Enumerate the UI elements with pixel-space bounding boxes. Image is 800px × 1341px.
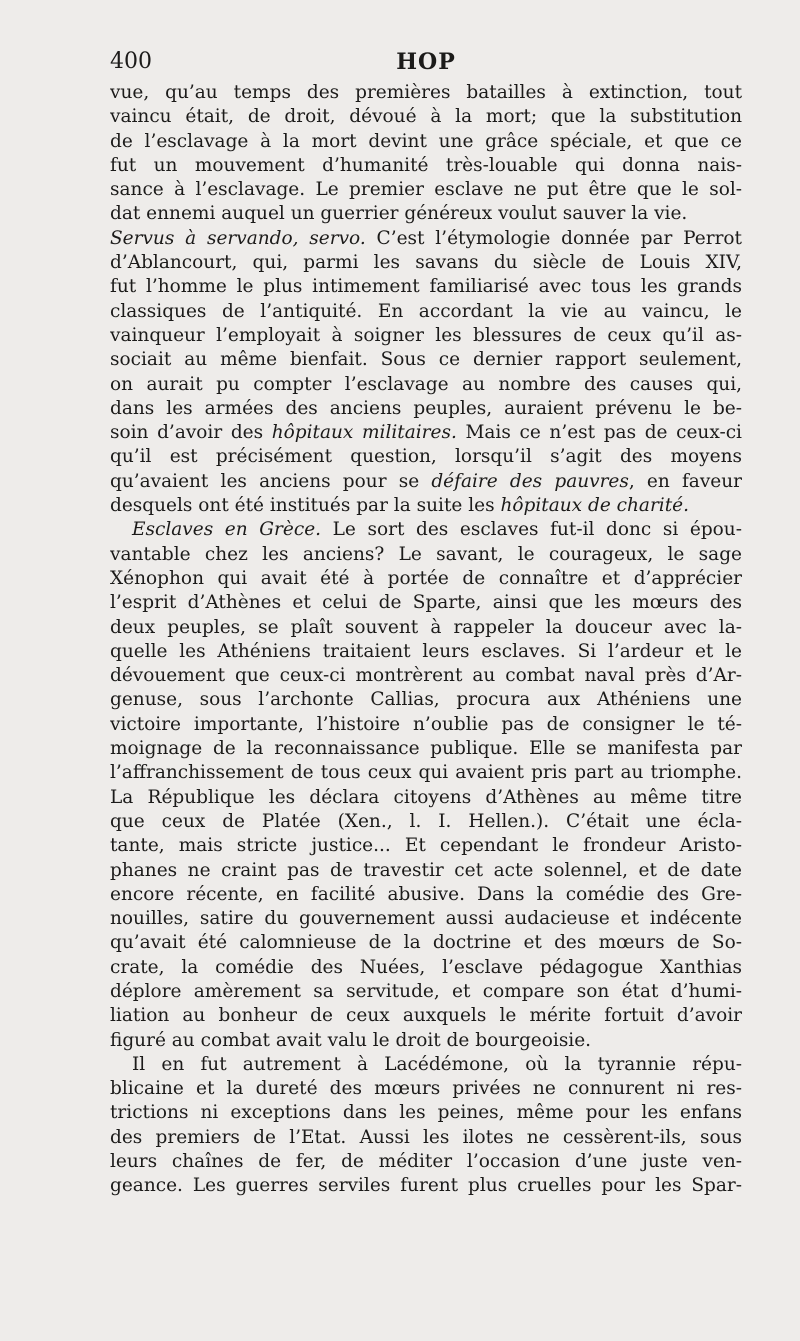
text-line: d’Ablancourt, qui, parmi les savans du siècle de Louis XIV, xyxy=(110,252,742,274)
text-line: leurs chaînes de fer, de méditer l’occasion d’une juste ven- xyxy=(110,1151,742,1173)
text-line: victoire importante, l’histoire n’oublie pas de consigner le té- xyxy=(110,713,742,735)
page-header xyxy=(110,46,742,78)
text-line: trictions ni exceptions dans les peines, même pour les enfans xyxy=(110,1102,742,1124)
text-line: qu’avait été calomnieuse de la doctrine et des mœurs de So- xyxy=(110,932,742,954)
text-line: encore récente, en facilité abusive. Dans la comédie des Gre- xyxy=(110,883,742,905)
text-segment: Mais ce n’est pas de ceux-ci xyxy=(456,422,742,444)
text-line: vantable chez les anciens? Le savant, le courageux, le sage xyxy=(110,543,742,565)
text-line: classiques de l’antiquité. En accordant la vie au vaincu, le xyxy=(110,300,742,322)
text-line xyxy=(110,494,742,518)
text-line: liation au bonheur de ceux auxquels le mérite fortuit d’avoir xyxy=(110,1005,742,1027)
text-line: genuse, sous l’archonte Callias, procura aux Athéniens une xyxy=(110,689,742,711)
text-line: deux peuples, se plaît souvent à rappeler la douceur avec la- xyxy=(110,616,742,638)
text-line: vue, qu’au temps des premières batailles à extinction, tout xyxy=(110,82,742,103)
text-line: vaincu était, de droit, dévoué à la mort; que la substitution xyxy=(110,106,742,128)
text-line: geance. Les guerres serviles furent plus cruelles pour les Spar- xyxy=(110,1175,742,1197)
text-line: on aurait pu compter l’esclavage au nombre des causes qui, xyxy=(110,373,742,395)
text-line: crate, la comédie des Nuées, l’esclave pédagogue Xanthias xyxy=(110,956,742,978)
page-number: 400 xyxy=(110,49,152,74)
text-segment: C’est l’étymologie donnée par Perrot xyxy=(365,227,742,249)
text-line: l’affranchissement de tous ceux qui avaient pris part au triomphe. xyxy=(110,762,742,784)
text-line: Il en fut autrement à Lacédémone, où la tyrannie répu- xyxy=(132,1053,742,1075)
italic-phrase: hôpitaux de charité. xyxy=(500,495,689,517)
italic-phrase: hôpitaux militaires. xyxy=(271,422,457,444)
italic-phrase: Esclaves en Grèce. xyxy=(132,519,322,541)
text-line: blicaine et la dureté des mœurs privées ne connurent ni res- xyxy=(110,1078,742,1100)
text-line: des premiers de l’Etat. Aussi les ilotes ne cessèrent-ils, sous xyxy=(110,1126,742,1148)
text-line: tante, mais stricte justice... Et cependant le frondeur Aristo- xyxy=(110,835,742,857)
text-line: dévouement que ceux-ci montrèrent au combat naval près d’Ar- xyxy=(110,665,742,687)
text-line: qu’il est précisément question, lorsqu’il s’agit des moyens xyxy=(110,446,742,468)
text-segment: desquels ont été institués par la suite les xyxy=(110,495,501,517)
text-line: La République les déclara citoyens d’Athènes au même titre xyxy=(110,786,742,808)
text-line: dat ennemi auquel un guerrier généreux voulut sauver la vie. xyxy=(110,203,688,225)
text-segment: Le sort des esclaves fut-il donc si épou- xyxy=(321,519,742,541)
text-line xyxy=(110,518,742,542)
text-segment: soin d’avoir des xyxy=(110,422,272,444)
text-line: que ceux de Platée (Xen., l. I. Hellen.). C’était une écla- xyxy=(110,810,742,832)
italic-phrase: Servus à servando, servo. xyxy=(110,227,366,249)
text-line xyxy=(110,421,742,445)
text-line: moignage de la reconnaissance publique. Elle se manifesta par xyxy=(110,738,742,760)
running-title: HOP xyxy=(396,49,456,75)
text-line: fut un mouvement d’humanité très-louable qui donna nais- xyxy=(110,154,742,176)
text-line: vainqueur l’employait à soigner les blessures de ceux qu’il as- xyxy=(110,324,742,346)
text-line: l’esprit d’Athènes et celui de Sparte, ainsi que les mœurs des xyxy=(110,592,742,614)
body-text xyxy=(110,81,742,1199)
text-line: fut l’homme le plus intimement familiarisé avec tous les grands xyxy=(110,276,742,298)
text-segment: , en faveur xyxy=(628,470,742,492)
italic-phrase: défaire des pauvres xyxy=(431,470,629,492)
text-line: quelle les Athéniens traitaient leurs esclaves. Si l’ardeur et le xyxy=(110,640,742,662)
text-line: figuré au combat avait valu le droit de bourgeoisie. xyxy=(110,1029,592,1051)
text-line: Xénophon qui avait été à portée de connaître et d’apprécier xyxy=(110,567,742,589)
text-line: sociait au même bienfait. Sous ce dernier rapport seulement, xyxy=(110,349,742,371)
text-line: de l’esclavage à la mort devint une grâce spéciale, et que ce xyxy=(110,130,742,152)
text-line: sance à l’esclavage. Le premier esclave ne put être que le sol- xyxy=(110,179,742,201)
text-line: nouilles, satire du gouvernement aussi audacieuse et indécente xyxy=(110,908,742,930)
text-line xyxy=(110,227,742,251)
text-line: déplore amèrement sa servitude, et compare son état d’humi- xyxy=(110,980,742,1002)
text-line: phanes ne craint pas de travestir cet acte solennel, et de date xyxy=(110,859,742,881)
text-line xyxy=(110,470,742,494)
text-segment: qu’avaient les anciens pour se xyxy=(110,470,432,492)
text-line: dans les armées des anciens peuples, auraient prévenu le be- xyxy=(110,397,742,419)
